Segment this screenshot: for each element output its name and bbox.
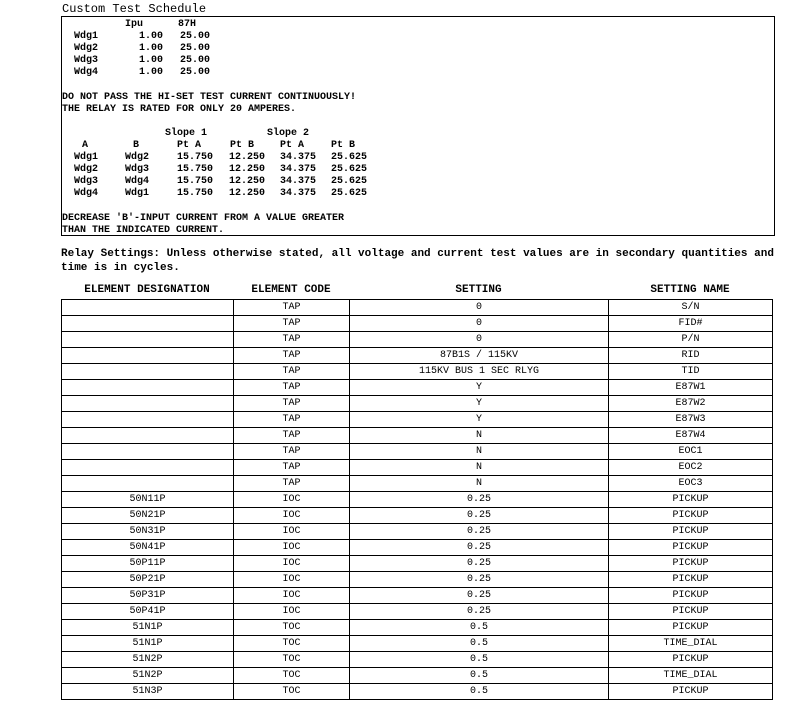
element-code-cell: TAP xyxy=(234,444,350,460)
wdg-label: Wdg2 xyxy=(74,43,99,54)
element-code-cell: TAP xyxy=(234,380,350,396)
element-code-cell: TAP xyxy=(234,396,350,412)
element-designation-cell: 51N2P xyxy=(62,668,234,684)
slope-cell: 15.750 xyxy=(177,164,214,175)
slope-cell: Wdg4 xyxy=(125,176,150,187)
setting-cell: N xyxy=(350,428,609,444)
settings-table xyxy=(61,299,773,700)
table-row xyxy=(62,300,773,316)
slope-cell: 15.750 xyxy=(177,176,214,187)
setting-name-cell: S/N xyxy=(609,300,773,316)
table-row xyxy=(62,316,773,332)
setting-cell: 0.5 xyxy=(350,636,609,652)
slope2-pta-header: Pt A xyxy=(280,140,305,151)
element-designation-cell: 51N1P xyxy=(62,636,234,652)
element-designation-cell: 50P21P xyxy=(62,572,234,588)
ipu-value: 1.00 xyxy=(139,31,164,42)
header-87h: 87H xyxy=(178,19,197,30)
element-code-cell: TAP xyxy=(234,364,350,380)
element-code-cell: IOC xyxy=(234,588,350,604)
element-code-cell: IOC xyxy=(234,492,350,508)
setting-cell: 87B1S / 115KV xyxy=(350,348,609,364)
header-ipu: Ipu xyxy=(125,19,144,30)
element-code-cell: IOC xyxy=(234,508,350,524)
setting-cell: 0.25 xyxy=(350,492,609,508)
relay-settings-note: Relay Settings: Unless otherwise stated, all voltage and current test values are in secondary quantities and time is in cycles. xyxy=(61,248,774,274)
slope-cell: 12.250 xyxy=(229,188,266,199)
setting-cell: 0.25 xyxy=(350,508,609,524)
87h-value: 25.00 xyxy=(180,43,211,54)
header-setting: SETTING xyxy=(455,284,502,296)
setting-cell: N xyxy=(350,476,609,492)
setting-cell: 0.5 xyxy=(350,668,609,684)
element-designation-cell xyxy=(62,396,234,412)
slope-cell: Wdg1 xyxy=(125,188,150,199)
element-code-cell: TAP xyxy=(234,316,350,332)
element-designation-cell xyxy=(62,428,234,444)
setting-name-cell: PICKUP xyxy=(609,508,773,524)
element-code-cell: TOC xyxy=(234,620,350,636)
table-row xyxy=(62,556,773,572)
slope-cell: 12.250 xyxy=(229,152,266,163)
element-code-cell: IOC xyxy=(234,604,350,620)
col-a-header: A xyxy=(82,140,89,151)
ipu-value: 1.00 xyxy=(139,67,164,78)
setting-name-cell: EOC3 xyxy=(609,476,773,492)
slope2-ptb-header: Pt B xyxy=(331,140,356,151)
setting-name-cell: PICKUP xyxy=(609,588,773,604)
table-row xyxy=(62,412,773,428)
87h-value: 25.00 xyxy=(180,67,211,78)
setting-name-cell: FID# xyxy=(609,316,773,332)
element-designation-cell xyxy=(62,412,234,428)
setting-cell: 0.25 xyxy=(350,604,609,620)
element-code-cell: TOC xyxy=(234,652,350,668)
table-row xyxy=(62,492,773,508)
setting-name-cell: P/N xyxy=(609,332,773,348)
setting-name-cell: PICKUP xyxy=(609,620,773,636)
slope-cell: 15.750 xyxy=(177,152,214,163)
setting-cell: 115KV BUS 1 SEC RLYG xyxy=(350,364,609,380)
element-designation-cell: 50N31P xyxy=(62,524,234,540)
slope-2-header: Slope 2 xyxy=(267,128,310,139)
element-designation-cell xyxy=(62,476,234,492)
setting-cell: N xyxy=(350,460,609,476)
table-row xyxy=(62,524,773,540)
element-designation-cell xyxy=(62,364,234,380)
setting-cell: 0.25 xyxy=(350,556,609,572)
setting-cell: Y xyxy=(350,412,609,428)
table-row xyxy=(62,476,773,492)
setting-cell: N xyxy=(350,444,609,460)
element-designation-cell xyxy=(62,460,234,476)
element-code-cell: TOC xyxy=(234,636,350,652)
element-code-cell: TAP xyxy=(234,348,350,364)
table-row xyxy=(62,620,773,636)
setting-name-cell: PICKUP xyxy=(609,572,773,588)
table-row xyxy=(62,380,773,396)
table-row xyxy=(62,460,773,476)
setting-name-cell: TIME_DIAL xyxy=(609,668,773,684)
wdg-label: Wdg1 xyxy=(74,31,99,42)
slope-1-header: Slope 1 xyxy=(165,128,208,139)
ipu-value: 1.00 xyxy=(139,55,164,66)
element-code-cell: TAP xyxy=(234,428,350,444)
table-row xyxy=(62,668,773,684)
setting-cell: 0 xyxy=(350,300,609,316)
slope-cell: 34.375 xyxy=(280,176,317,187)
decrease-note-line-2: THAN THE INDICATED CURRENT. xyxy=(62,225,225,236)
element-code-cell: TOC xyxy=(234,684,350,700)
setting-name-cell: PICKUP xyxy=(609,492,773,508)
element-designation-cell xyxy=(62,380,234,396)
element-designation-cell: 50P41P xyxy=(62,604,234,620)
wdg-label: Wdg3 xyxy=(74,55,99,66)
setting-name-cell: RID xyxy=(609,348,773,364)
table-row xyxy=(62,572,773,588)
slope-cell: 25.625 xyxy=(331,152,368,163)
element-designation-cell xyxy=(62,332,234,348)
slope-cell: Wdg4 xyxy=(74,188,99,199)
setting-cell: Y xyxy=(350,380,609,396)
slope1-ptb-header: Pt B xyxy=(230,140,255,151)
slope-cell: 34.375 xyxy=(280,152,317,163)
element-designation-cell: 50N11P xyxy=(62,492,234,508)
header-setting-name: SETTING NAME xyxy=(650,284,730,296)
warning-line-1: DO NOT PASS THE HI-SET TEST CURRENT CONTINUOUSLY! xyxy=(62,92,357,103)
table-row xyxy=(62,332,773,348)
setting-name-cell: TID xyxy=(609,364,773,380)
slope-cell: 25.625 xyxy=(331,176,368,187)
decrease-note-line-1: DECREASE 'B'-INPUT CURRENT FROM A VALUE GREATER xyxy=(62,213,345,224)
87h-value: 25.00 xyxy=(180,31,211,42)
setting-cell: Y xyxy=(350,396,609,412)
element-code-cell: TAP xyxy=(234,300,350,316)
setting-cell: 0.25 xyxy=(350,588,609,604)
table-row xyxy=(62,364,773,380)
setting-cell: 0.5 xyxy=(350,684,609,700)
element-designation-cell: 51N2P xyxy=(62,652,234,668)
setting-name-cell: PICKUP xyxy=(609,684,773,700)
setting-name-cell: PICKUP xyxy=(609,604,773,620)
setting-name-cell: PICKUP xyxy=(609,524,773,540)
element-code-cell: TAP xyxy=(234,476,350,492)
element-designation-cell: 50P31P xyxy=(62,588,234,604)
setting-name-cell: E87W2 xyxy=(609,396,773,412)
setting-cell: 0 xyxy=(350,316,609,332)
slope-cell: Wdg3 xyxy=(125,164,150,175)
setting-name-cell: PICKUP xyxy=(609,556,773,572)
ipu-value: 1.00 xyxy=(139,43,164,54)
setting-cell: 0.5 xyxy=(350,620,609,636)
page-title: Custom Test Schedule xyxy=(62,2,207,16)
element-designation-cell xyxy=(62,316,234,332)
table-row xyxy=(62,508,773,524)
setting-name-cell: EOC2 xyxy=(609,460,773,476)
table-row xyxy=(62,540,773,556)
element-code-cell: IOC xyxy=(234,572,350,588)
slope-cell: 15.750 xyxy=(177,188,214,199)
slope-cell: Wdg2 xyxy=(125,152,150,163)
slope-cell: 34.375 xyxy=(280,188,317,199)
table-row xyxy=(62,604,773,620)
table-row xyxy=(62,348,773,364)
setting-name-cell: PICKUP xyxy=(609,540,773,556)
setting-name-cell: TIME_DIAL xyxy=(609,636,773,652)
element-code-cell: IOC xyxy=(234,540,350,556)
element-designation-cell: 51N3P xyxy=(62,684,234,700)
setting-cell: 0.25 xyxy=(350,524,609,540)
header-element-code: ELEMENT CODE xyxy=(251,284,331,296)
setting-cell: 0.25 xyxy=(350,572,609,588)
col-b-header: B xyxy=(133,140,140,151)
element-code-cell: TAP xyxy=(234,460,350,476)
element-code-cell: IOC xyxy=(234,556,350,572)
element-code-cell: TAP xyxy=(234,412,350,428)
87h-value: 25.00 xyxy=(180,55,211,66)
slope-cell: Wdg2 xyxy=(74,164,99,175)
table-row xyxy=(62,588,773,604)
slope-cell: Wdg1 xyxy=(74,152,99,163)
table-row xyxy=(62,636,773,652)
element-designation-cell: 50N41P xyxy=(62,540,234,556)
header-element-designation: ELEMENT DESIGNATION xyxy=(84,284,210,296)
element-designation-cell: 51N1P xyxy=(62,620,234,636)
slope-cell: 12.250 xyxy=(229,176,266,187)
element-designation-cell xyxy=(62,348,234,364)
setting-cell: 0.25 xyxy=(350,540,609,556)
element-designation-cell xyxy=(62,444,234,460)
table-row xyxy=(62,444,773,460)
table-row xyxy=(62,428,773,444)
slope-cell: 34.375 xyxy=(280,164,317,175)
slope-cell: 25.625 xyxy=(331,164,368,175)
setting-name-cell: PICKUP xyxy=(609,652,773,668)
test-schedule-box xyxy=(61,16,775,236)
slope-cell: 12.250 xyxy=(229,164,266,175)
element-code-cell: TAP xyxy=(234,332,350,348)
warning-line-2: THE RELAY IS RATED FOR ONLY 20 AMPERES. xyxy=(62,104,297,115)
slope-cell: Wdg3 xyxy=(74,176,99,187)
setting-cell: 0.5 xyxy=(350,652,609,668)
setting-cell: 0 xyxy=(350,332,609,348)
setting-name-cell: E87W1 xyxy=(609,380,773,396)
setting-name-cell: EOC1 xyxy=(609,444,773,460)
element-designation-cell: 50P11P xyxy=(62,556,234,572)
table-row xyxy=(62,396,773,412)
wdg-label: Wdg4 xyxy=(74,67,99,78)
element-designation-cell xyxy=(62,300,234,316)
table-row xyxy=(62,684,773,700)
slope-cell: 25.625 xyxy=(331,188,368,199)
element-code-cell: TOC xyxy=(234,668,350,684)
setting-name-cell: E87W3 xyxy=(609,412,773,428)
element-designation-cell: 50N21P xyxy=(62,508,234,524)
setting-name-cell: E87W4 xyxy=(609,428,773,444)
element-code-cell: IOC xyxy=(234,524,350,540)
table-row xyxy=(62,652,773,668)
slope1-pta-header: Pt A xyxy=(177,140,202,151)
